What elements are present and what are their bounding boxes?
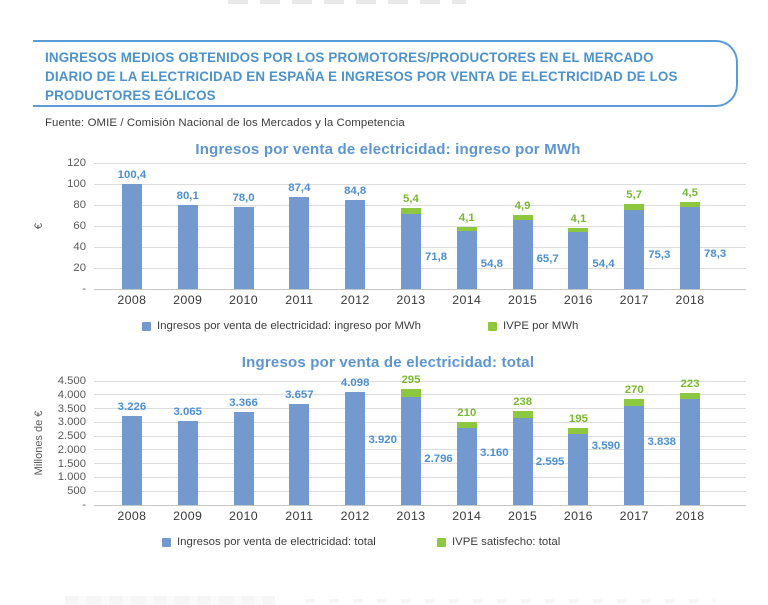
- bar-2010: [232, 192, 255, 289]
- cropped-content-bottom: [55, 595, 715, 605]
- y-tick-label: 120: [67, 157, 86, 169]
- x-tick-label: 2013: [396, 293, 426, 307]
- blue-value-label: 3.226: [117, 401, 147, 414]
- legend-label: IVPE satisfecho: total: [452, 536, 561, 548]
- chart-body: [30, 157, 746, 307]
- bar-segment-blue: [345, 200, 365, 289]
- legend-item-green: [488, 320, 578, 332]
- bar-2014: [424, 407, 477, 505]
- blue-value-label: 3.838: [647, 435, 677, 448]
- bar-segment-blue: [568, 434, 588, 506]
- bar-2014: [457, 212, 503, 289]
- green-value-label: 4,9: [514, 199, 531, 212]
- chart-body: [30, 373, 746, 523]
- bar-segment-blue: [289, 197, 309, 289]
- blue-value-label: 3.366: [229, 397, 258, 410]
- bar-slot-2011: [271, 381, 327, 505]
- green-value-label: 295: [401, 373, 421, 386]
- bar-2008: [117, 168, 147, 289]
- x-tick-label: 2015: [508, 293, 538, 307]
- y-tick-label: 60: [73, 220, 86, 232]
- bar-2009: [173, 405, 202, 505]
- x-tick-label: 2017: [619, 293, 649, 307]
- bar-2011: [285, 389, 314, 505]
- bar-segment-blue: [178, 421, 198, 505]
- x-tick-label: 2016: [563, 509, 593, 523]
- y-axis-ticks: [48, 375, 94, 511]
- bar-segment-blue: [680, 207, 700, 289]
- bar-2017: [624, 188, 671, 289]
- blue-value-label: 54,8: [480, 258, 503, 271]
- bar-2010: [229, 397, 258, 505]
- blue-value-label: 100,4: [117, 168, 147, 181]
- green-value-label: 5,7: [626, 188, 643, 201]
- blue-value-label: 3.590: [591, 439, 621, 452]
- legend: [30, 320, 746, 334]
- bar-slot-2017: [606, 163, 671, 289]
- header-title-line-2: DIARIO DE LA ELECTRICIDAD EN ESPAÑA E INGRESOS POR VENTA DE ELECTRICIDAD DE LOS: [45, 69, 678, 84]
- y-tick-label: 1.000: [57, 471, 86, 484]
- x-tick-label: 2011: [285, 293, 314, 307]
- green-value-label: 270: [624, 383, 644, 396]
- green-value-label: 195: [568, 413, 588, 426]
- blue-value-label: 2.796: [424, 452, 453, 465]
- source-note: Fuente: OMIE / Comisión Nacional de los Mercados y la Competencia: [45, 117, 405, 129]
- bars-row: [94, 373, 746, 505]
- bar-slot-2008: [104, 163, 160, 289]
- bar-segment-blue: [457, 231, 477, 289]
- blue-value-label: 65,7: [536, 253, 559, 266]
- plot-area: [94, 163, 746, 289]
- bar-2012: [340, 377, 370, 505]
- bar-segment-blue: [568, 232, 588, 289]
- bar-segment-blue: [122, 184, 142, 289]
- blue-value-label: 80,1: [176, 189, 199, 202]
- bar-slot-2018: [647, 378, 718, 505]
- green-value-label: 5,4: [403, 192, 419, 205]
- chart-title: Ingresos por venta de electricidad: total: [241, 354, 535, 371]
- plot-area: [94, 373, 746, 505]
- green-value-label: 4,1: [458, 212, 475, 225]
- x-tick-label: 2011: [285, 509, 314, 523]
- x-tick-label: 2014: [452, 509, 482, 523]
- blue-value-label: 78,0: [232, 192, 255, 205]
- bar-2016: [568, 212, 615, 289]
- legend-swatch-blue: [142, 322, 151, 331]
- y-tick-label: 4.500: [57, 375, 86, 387]
- blue-value-label: 87,4: [288, 182, 311, 195]
- bar-2015: [513, 199, 559, 289]
- legend: [30, 536, 746, 550]
- bar-segment-blue: [457, 428, 477, 505]
- green-value-label: 4,5: [682, 187, 698, 200]
- x-tick-label: 2017: [619, 509, 649, 523]
- bar-slot-2013: [383, 163, 448, 289]
- bar-2009: [176, 189, 199, 289]
- legend-item-green: [437, 536, 560, 548]
- bar-2017: [591, 383, 644, 505]
- bar-segment-blue: [401, 397, 421, 505]
- chart-title: Ingresos por venta de electricidad: ingreso por MWh: [195, 141, 581, 158]
- x-tick-label: 2012: [340, 293, 370, 307]
- bar-slot-2014: [439, 163, 503, 289]
- x-tick-label: 2015: [508, 509, 538, 523]
- bars-row: [94, 163, 746, 289]
- bar-slot-2018: [662, 163, 727, 289]
- x-tick-label: 2009: [173, 293, 203, 307]
- bar-segment-blue: [234, 412, 254, 505]
- cropped-blob: [65, 596, 275, 605]
- bar-slot-2016: [551, 163, 615, 289]
- bar-segment-green: [401, 389, 421, 397]
- bar-slot-2015: [480, 381, 551, 505]
- bar-segment-blue: [289, 404, 309, 505]
- x-tick-label: 2008: [117, 509, 147, 523]
- x-tick-label: 2010: [228, 293, 259, 307]
- x-tick-label: 2013: [396, 509, 426, 523]
- header-title-line-3: PRODUCTORES EÓLICOS: [45, 88, 216, 103]
- bar-segment-blue: [513, 418, 533, 505]
- bar-segment-blue: [513, 220, 533, 289]
- y-tick-label: 2.000: [57, 443, 86, 456]
- x-tick-label: 2012: [340, 509, 370, 523]
- bar-2018: [647, 378, 700, 505]
- green-value-label: 238: [513, 396, 533, 409]
- x-axis-labels: [94, 293, 746, 307]
- legend-item-blue: [162, 536, 376, 548]
- bar-2013: [401, 192, 448, 289]
- bar-slot-2008: [104, 381, 160, 505]
- bar-slot-2012: [327, 163, 383, 289]
- x-axis-labels: [94, 509, 746, 523]
- y-tick-label: 20: [73, 262, 86, 274]
- header-title-box: [33, 40, 738, 107]
- y-tick-label: 3.500: [57, 402, 86, 415]
- y-tick-label: 1.500: [57, 457, 86, 470]
- x-tick-label: 2018: [675, 293, 705, 307]
- bar-segment-blue: [624, 210, 644, 289]
- bar-segment-blue: [345, 392, 365, 505]
- bar-2012: [344, 184, 367, 289]
- y-axis-title: €: [33, 222, 45, 230]
- x-tick-label: 2018: [675, 509, 705, 523]
- plot-column: [94, 373, 746, 523]
- header-title-line-1: INGRESOS MEDIOS OBTENIDOS POR LOS PROMOTORES/PRODUCTORES EN EL MERCADO: [45, 50, 654, 65]
- bar-segment-blue: [122, 416, 142, 505]
- blue-value-label: 54,4: [592, 258, 615, 271]
- bar-slot-2010: [216, 381, 272, 505]
- legend-item-blue: [142, 320, 421, 332]
- y-tick-label: 500: [67, 485, 86, 498]
- blue-value-label: 3.657: [285, 389, 314, 402]
- legend-label: IVPE por MWh: [503, 320, 579, 332]
- blue-value-label: 3.160: [480, 446, 509, 459]
- bar-2013: [368, 373, 421, 505]
- bar-slot-2011: [271, 163, 327, 289]
- x-tick-label: 2014: [452, 293, 482, 307]
- bar-2011: [288, 182, 311, 289]
- bar-2018: [680, 187, 727, 289]
- plot-column: [94, 163, 746, 307]
- bar-slot-2010: [216, 163, 272, 289]
- blue-value-label: 2.595: [535, 456, 565, 469]
- y-tick-label: -: [82, 499, 86, 511]
- bar-2016: [535, 413, 588, 505]
- x-tick-label: 2016: [563, 293, 593, 307]
- bar-2008: [117, 401, 147, 505]
- y-tick-label: 100: [67, 178, 86, 190]
- y-tick-label: 4.000: [57, 388, 86, 401]
- blue-value-label: 4.098: [340, 377, 370, 390]
- bar-segment-green: [624, 399, 644, 406]
- y-tick-label: 2.500: [57, 430, 86, 443]
- legend-label: Ingresos por venta de electricidad: total: [177, 536, 376, 548]
- green-value-label: 223: [680, 378, 700, 391]
- blue-value-label: 75,3: [648, 249, 671, 262]
- blue-value-label: 3.920: [368, 434, 397, 447]
- bar-slot-2014: [424, 381, 495, 505]
- legend-swatch-blue: [162, 538, 171, 547]
- blue-value-label: 71,8: [424, 250, 448, 263]
- legend-label: Ingresos por venta de electricidad: ingreso por MWh: [157, 320, 422, 332]
- chart-ingreso-por-mwh: [30, 141, 746, 334]
- green-value-label: 210: [457, 407, 477, 420]
- cropped-content-top: [228, 0, 466, 4]
- cropped-dots: [305, 599, 715, 603]
- bar-segment-blue: [178, 205, 198, 289]
- y-tick-label: 3.000: [57, 416, 86, 429]
- blue-value-label: 3.065: [173, 405, 202, 418]
- y-tick-label: -: [82, 283, 86, 295]
- bar-segment-blue: [680, 399, 700, 505]
- bar-segment-blue: [401, 214, 421, 289]
- bar-slot-2013: [368, 373, 439, 505]
- bar-slot-2009: [160, 381, 216, 505]
- legend-swatch-green: [437, 538, 446, 547]
- bar-segment-blue: [234, 207, 254, 289]
- blue-value-label: 84,8: [344, 184, 367, 197]
- blue-value-label: 78,3: [704, 247, 727, 260]
- chart-ingresos-total: [30, 354, 746, 550]
- bar-slot-2009: [160, 163, 216, 289]
- bar-segment-blue: [624, 406, 644, 505]
- bar-2015: [480, 396, 533, 505]
- legend-swatch-green: [488, 322, 497, 331]
- y-tick-label: 80: [73, 199, 86, 211]
- x-tick-label: 2009: [173, 509, 203, 523]
- bar-slot-2015: [495, 163, 559, 289]
- green-value-label: 4,1: [570, 212, 587, 225]
- y-tick-label: 40: [73, 241, 86, 253]
- y-axis-title: Millones de €: [33, 410, 45, 476]
- x-tick-label: 2008: [117, 293, 147, 307]
- x-tick-label: 2010: [228, 509, 259, 523]
- y-axis-ticks: [48, 157, 94, 295]
